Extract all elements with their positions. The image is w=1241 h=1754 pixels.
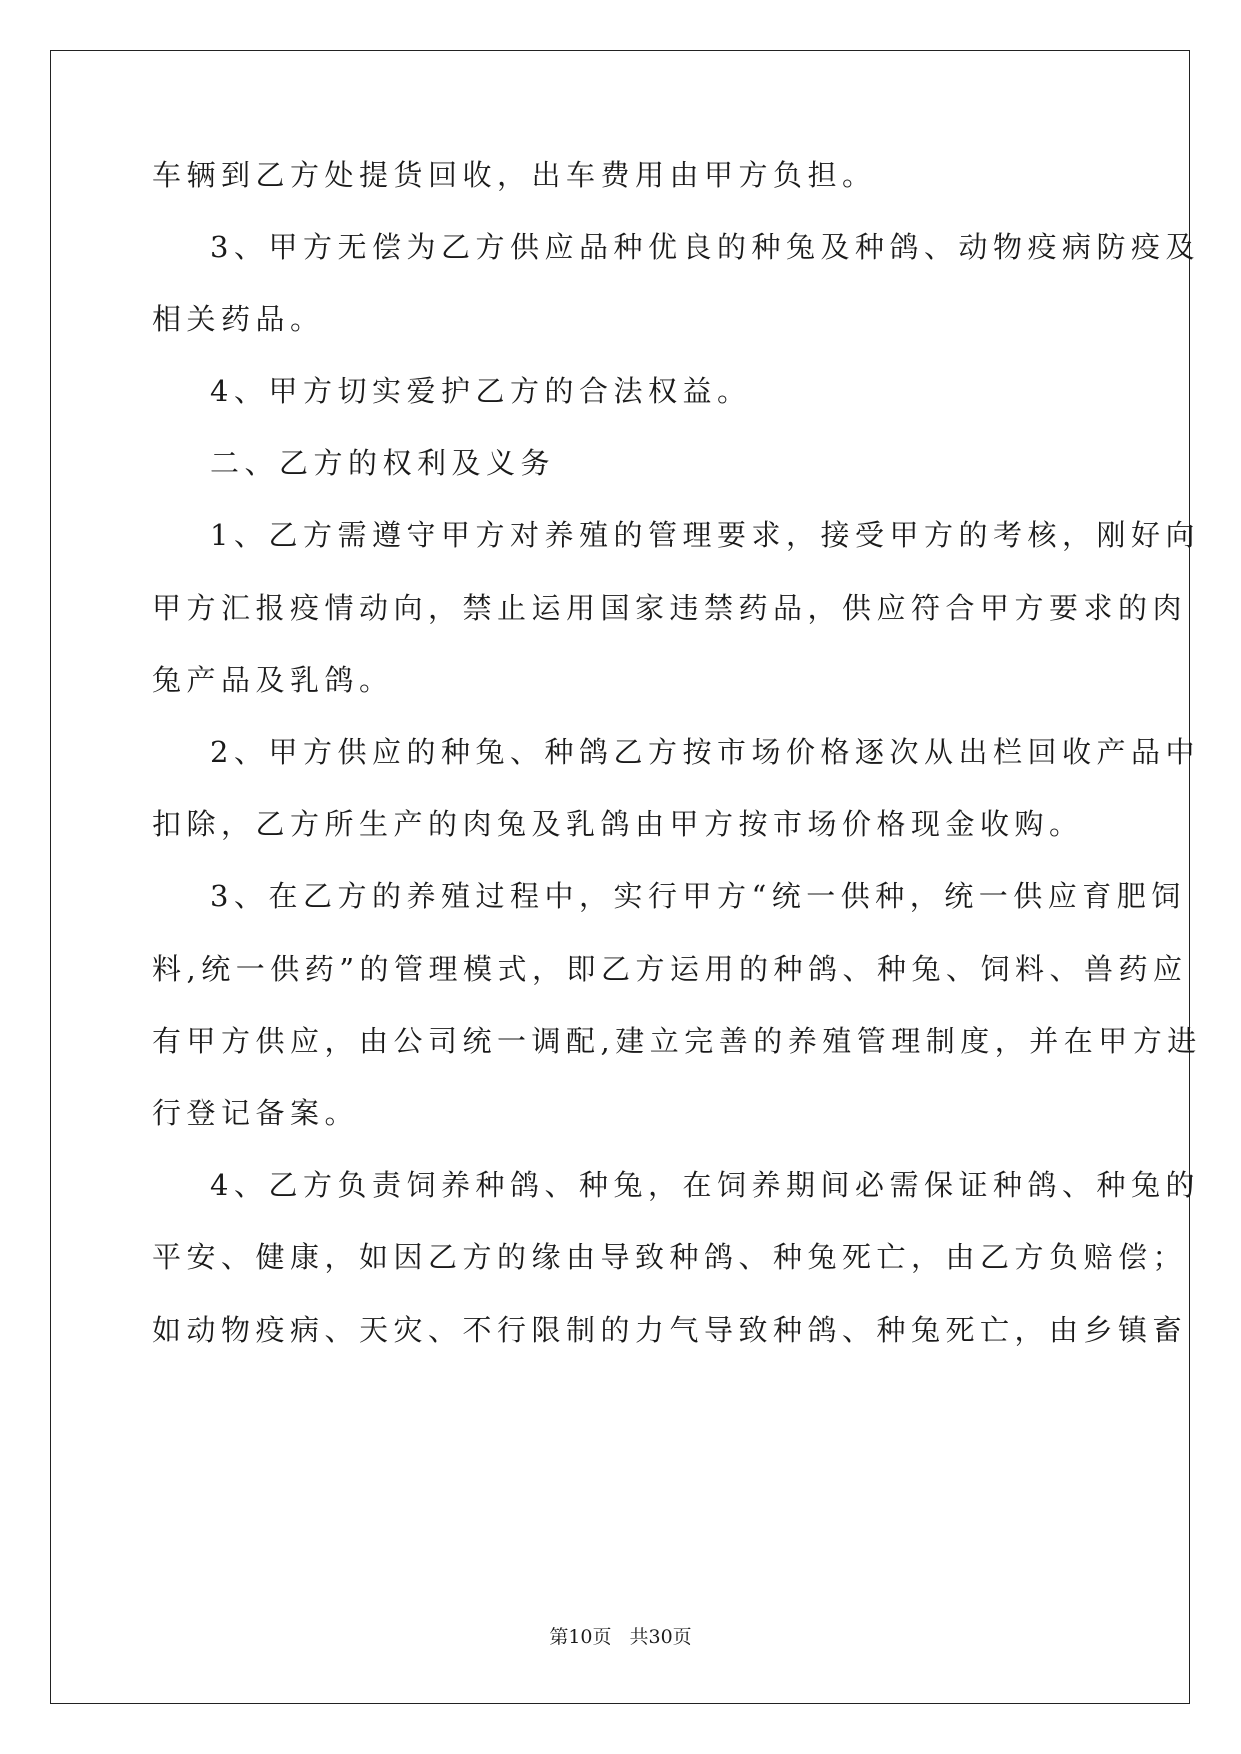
page-border — [50, 50, 1190, 1704]
section-heading: 二、乙方的权利及义务 — [210, 446, 556, 480]
body-line-13: 有甲方供应，由公司统一调配,建立完善的养殖管理制度，并在甲方进 — [152, 1024, 1202, 1058]
body-line-2: 3、甲方无偿为乙方供应品种优良的种兔及种鸽、动物疫病防疫及 — [210, 230, 1200, 264]
body-line-17: 如动物疫病、天灾、不行限制的力气导致种鸽、种兔死亡，由乡镇畜 — [152, 1313, 1188, 1347]
body-line-12: 料,统一供药”的管理模式，即乙方运用的种鸽、种兔、饲料、兽药应 — [152, 952, 1188, 986]
body-line-11: 3、在乙方的养殖过程中，实行甲方“统一供种，统一供应育肥饲 — [210, 879, 1186, 913]
page-number: 第10页 — [549, 1626, 612, 1648]
body-line-16: 平安、健康，如因乙方的缘由导致种鸽、种兔死亡，由乙方负赔偿； — [152, 1240, 1188, 1274]
body-line-9: 2、甲方供应的种兔、种鸽乙方按市场价格逐次从出栏回收产品中 — [210, 735, 1200, 769]
body-line-7: 甲方汇报疫情动向，禁止运用国家违禁药品，供应符合甲方要求的肉 — [152, 591, 1188, 625]
body-line-4: 4、甲方切实爱护乙方的合法权益。 — [210, 374, 752, 408]
body-line-14: 行登记备案。 — [152, 1096, 360, 1130]
body-line-15: 4、乙方负责饲养种鸽、种兔，在饲养期间必需保证种鸽、种兔的 — [210, 1168, 1200, 1202]
body-line-10: 扣除，乙方所生产的肉兔及乳鸽由甲方按市场价格现金收购。 — [152, 807, 1084, 841]
page-footer — [0, 1628, 1241, 1647]
body-line-6: 1、乙方需遵守甲方对养殖的管理要求，接受甲方的考核，刚好向 — [210, 518, 1200, 552]
body-line-8: 兔产品及乳鸽。 — [152, 663, 394, 697]
body-line-1: 车辆到乙方处提货回收，出车费用由甲方负担。 — [152, 158, 877, 192]
page-total: 共30页 — [629, 1626, 692, 1648]
body-line-3: 相关药品。 — [152, 302, 325, 336]
